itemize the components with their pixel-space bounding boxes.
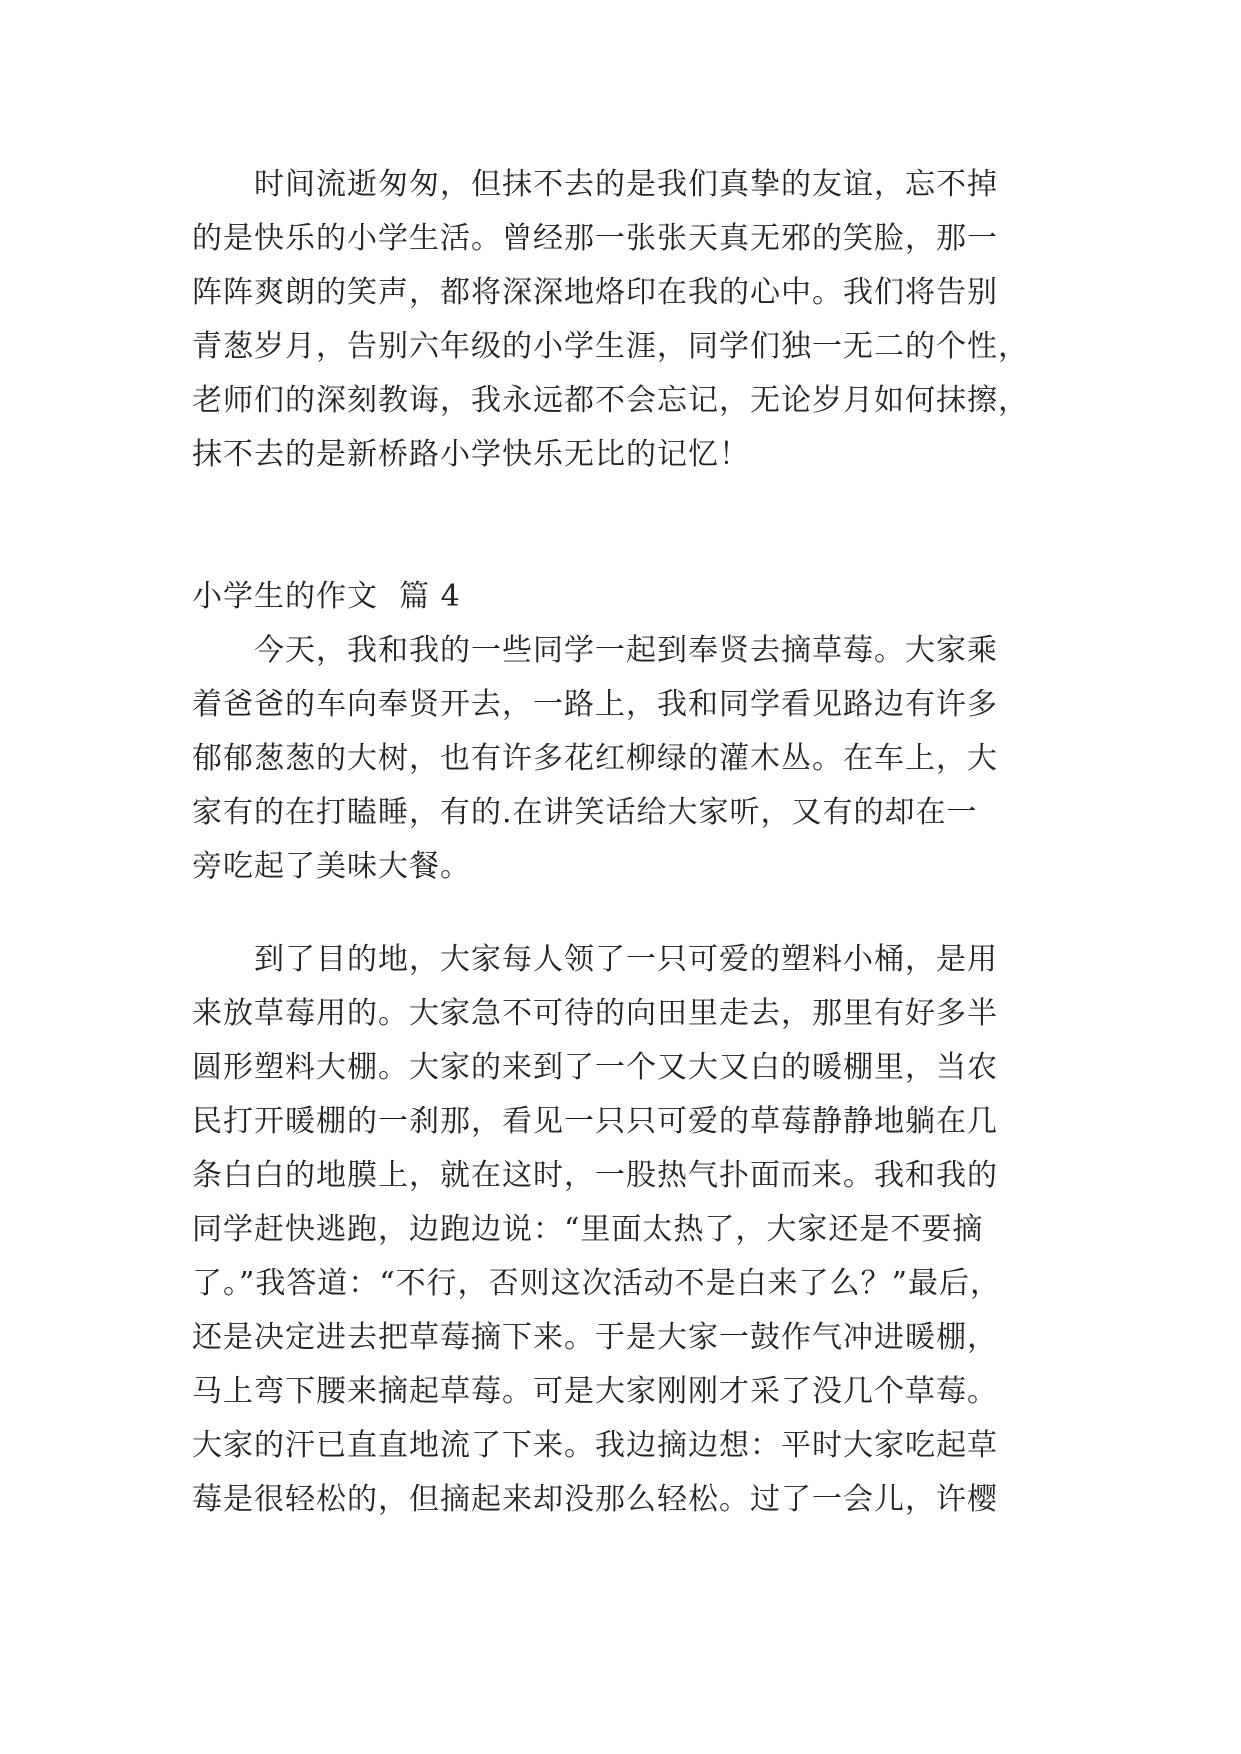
paragraph-line: 大家的汗已直直地流了下来。我边摘边想：平时大家吃起草 (192, 1428, 998, 1463)
paragraph-line: 今天，我和我的一些同学一起到奉贤去摘草莓。大家乘 (254, 633, 998, 668)
paragraph-line: 来放草莓用的。大家急不可待的向田里走去，那里有好多半 (192, 996, 998, 1031)
paragraph-line: 郁郁葱葱的大树，也有许多花红柳绿的灌木丛。在车上，大 (192, 741, 998, 776)
paragraph-line: 时间流逝匆匆，但抹不去的是我们真挚的友谊，忘不掉 (254, 167, 998, 202)
paragraph-line: 青葱岁月，告别六年级的小学生涯，同学们独一无二的个性， (192, 329, 1029, 364)
paragraph-line: 了。”我答道：“不行，否则这次活动不是白来了么？”最后， (192, 1266, 1002, 1301)
section-heading-text: 小学生的作文 篇 4 (192, 579, 461, 614)
paragraph-line: 老师们的深刻教诲，我永远都不会忘记，无论岁月如何抹擦， (192, 383, 1029, 418)
paragraph-trip (192, 624, 1052, 894)
paragraph-line: 抹不去的是新桥路小学快乐无比的记忆！ (192, 437, 750, 472)
paragraph-line: 阵阵爽朗的笑声，都将深深地烙印在我的心中。我们将告别 (192, 275, 998, 310)
paragraph-line: 民打开暖棚的一刹那，看见一只只可爱的草莓静静地躺在几 (192, 1104, 998, 1139)
paragraph-line: 着爸爸的车向奉贤开去，一路上，我和同学看见路边有许多 (192, 687, 998, 722)
paragraph-line: 家有的在打瞌睡，有的.在讲笑话给大家听，又有的却在一 (192, 795, 978, 830)
paragraph-line: 条白白的地膜上，就在这时，一股热气扑面而来。我和我的 (192, 1158, 998, 1193)
paragraph-friendship (192, 158, 1052, 482)
paragraph-line: 到了目的地，大家每人领了一只可爱的塑料小桶，是用 (254, 942, 998, 977)
paragraph-line: 还是决定进去把草莓摘下来。于是大家一鼓作气冲进暖棚， (192, 1320, 998, 1355)
paragraph-line: 马上弯下腰来摘起草莓。可是大家刚刚才采了没几个草莓。 (192, 1374, 998, 1409)
paragraph-strawberry-picking (192, 933, 1052, 1527)
paragraph-line: 旁吃起了美味大餐。 (192, 849, 471, 884)
section-heading (192, 570, 1052, 624)
paragraph-line: 圆形塑料大棚。大家的来到了一个又大又白的暖棚里，当农 (192, 1050, 998, 1085)
paragraph-line: 莓是很轻松的，但摘起来却没那么轻松。过了一会儿，许樱 (192, 1482, 998, 1517)
paragraph-line: 同学赶快逃跑，边跑边说：“里面太热了，大家还是不要摘 (192, 1212, 984, 1247)
paragraph-line: 的是快乐的小学生活。曾经那一张张天真无邪的笑脸，那一 (192, 221, 998, 256)
